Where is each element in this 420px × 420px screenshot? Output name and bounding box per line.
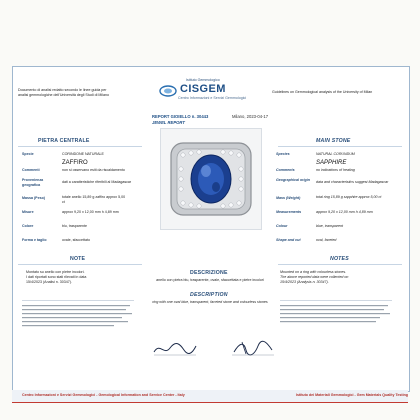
left-notes-divider: [18, 264, 142, 265]
right-notes-heading: NOTES: [330, 256, 349, 262]
right-value-3: data and characteristics suggest Madagascar: [316, 180, 389, 184]
jewel-photo: [160, 128, 262, 230]
right-notes-divider: [278, 264, 402, 265]
left-label-7: Forma e taglio: [22, 238, 47, 242]
header-left-line2: analisi gemmologiche dell'Università degli Studi di Milano: [18, 93, 109, 97]
right-label-6: Colour: [276, 224, 288, 228]
right-value-4: total ring 15,89 g sapphire approx 5,00 ct: [316, 195, 382, 199]
right-value-5: approx 9,20 x 12,00 mm h 4,89 mm: [316, 210, 373, 214]
right-heading: MAIN STONE: [316, 138, 351, 144]
left-value-3: dati a caratteristiche riferibili al Madagascar: [62, 180, 132, 184]
right-value-1: SAPPHIRE: [316, 160, 347, 166]
brand-title: CISGEM: [180, 83, 226, 95]
desc-heading-it: DESCRIZIONE: [190, 270, 228, 276]
right-note-line1: Mounted on a ring with colourless stones.: [280, 270, 347, 274]
left-value-2: non si osservano esiti da riscaldamento: [62, 168, 125, 172]
footer-right: Istituto dei Materiali Gemmologici - Gem Materials Quality Testing: [296, 393, 408, 397]
left-value-6: blu, trasparente: [62, 224, 87, 228]
right-note-line3: 15/4/2023 (Analysis n. 30347).: [280, 280, 329, 284]
left-label-5: Misure: [22, 210, 34, 214]
left-fineprint: [22, 300, 134, 329]
right-label-4: Mass (Weight): [276, 196, 301, 200]
left-label-4: Massa (Peso): [22, 196, 45, 200]
right-label-7: Shape and cut: [276, 238, 301, 242]
left-note-line3: 15/4/2023 (Analisi n. 30347).: [26, 280, 72, 284]
left-value-4: totale anello 15,89 g zaffiro approx 5,00 ct: [62, 195, 126, 204]
ring-image-icon: [161, 129, 261, 229]
left-heading: PIETRA CENTRALE: [38, 138, 90, 144]
left-label-0: Specie: [22, 152, 34, 156]
right-label-2: Comments: [276, 168, 295, 172]
left-divider: [18, 146, 142, 147]
right-label-3: Geographical origin: [276, 178, 310, 182]
signature-right-icon: [228, 338, 278, 358]
right-label-0: Species: [276, 152, 290, 156]
institute-label: Istituto Gemmologico: [186, 78, 220, 82]
right-note-line2: The above reported data were collected on: [280, 275, 349, 279]
left-value-5: approx 9,20 x 12,00 mm h 4,89 mm: [62, 210, 119, 214]
left-notes-heading: NOTE: [70, 256, 86, 262]
right-value-2: no indications of heating: [316, 168, 355, 172]
report-title-it: REPORT GIOIELLO n. 30443: [152, 114, 209, 119]
left-note-line2: I dati riportati sono stati rilevati in data: [26, 275, 87, 279]
left-label-3: Provenienza geografica: [22, 178, 44, 187]
right-fineprint: [280, 300, 392, 329]
left-note-line1: Montato su anello con pietre incolori.: [26, 270, 85, 274]
left-value-0: CORINDONE NATURALE: [62, 152, 104, 156]
desc-text-it: anello con pietra blu, trasparente, ovale, sfaccettata e pietre incolori: [156, 278, 264, 282]
footer-left: Centro Informazioni e Servizi Gemmologici - Gemological Information and Service Center - Italy: [22, 393, 185, 397]
right-divider: [278, 146, 402, 147]
right-label-5: Measurements: [276, 210, 302, 214]
right-value-7: oval, faceted: [316, 238, 337, 242]
left-label-6: Colore: [22, 224, 34, 228]
left-value-7: ovale, sfaccettato: [62, 238, 90, 242]
left-value-1: ZAFFIRO: [62, 160, 88, 166]
report-title-en: JEWEL REPORT: [152, 120, 185, 125]
signature-left-icon: [150, 340, 200, 358]
right-value-6: blue, transparent: [316, 224, 343, 228]
right-value-0: NATURAL CORUNDUM: [316, 152, 355, 156]
desc-text-en: ring with one oval blue, transparent, faceted stone and colourless stones: [152, 300, 268, 304]
cisgem-logo-icon: [158, 82, 178, 98]
brand-subtitle: Centro Informazioni e Servizi Gemmologici: [178, 96, 247, 100]
left-label-2: Commenti: [22, 168, 40, 172]
header-right-line: Guidelines on Gemmological analysis of the University of Milan: [272, 90, 373, 94]
footer-accent-line: [12, 402, 408, 403]
desc-heading-en: DESCRIPTION: [190, 292, 228, 298]
report-date: Milano, 2023-04-17: [232, 114, 269, 119]
header-left-line1: Documento di analisi redatto secondo le linee guida per: [18, 88, 107, 92]
